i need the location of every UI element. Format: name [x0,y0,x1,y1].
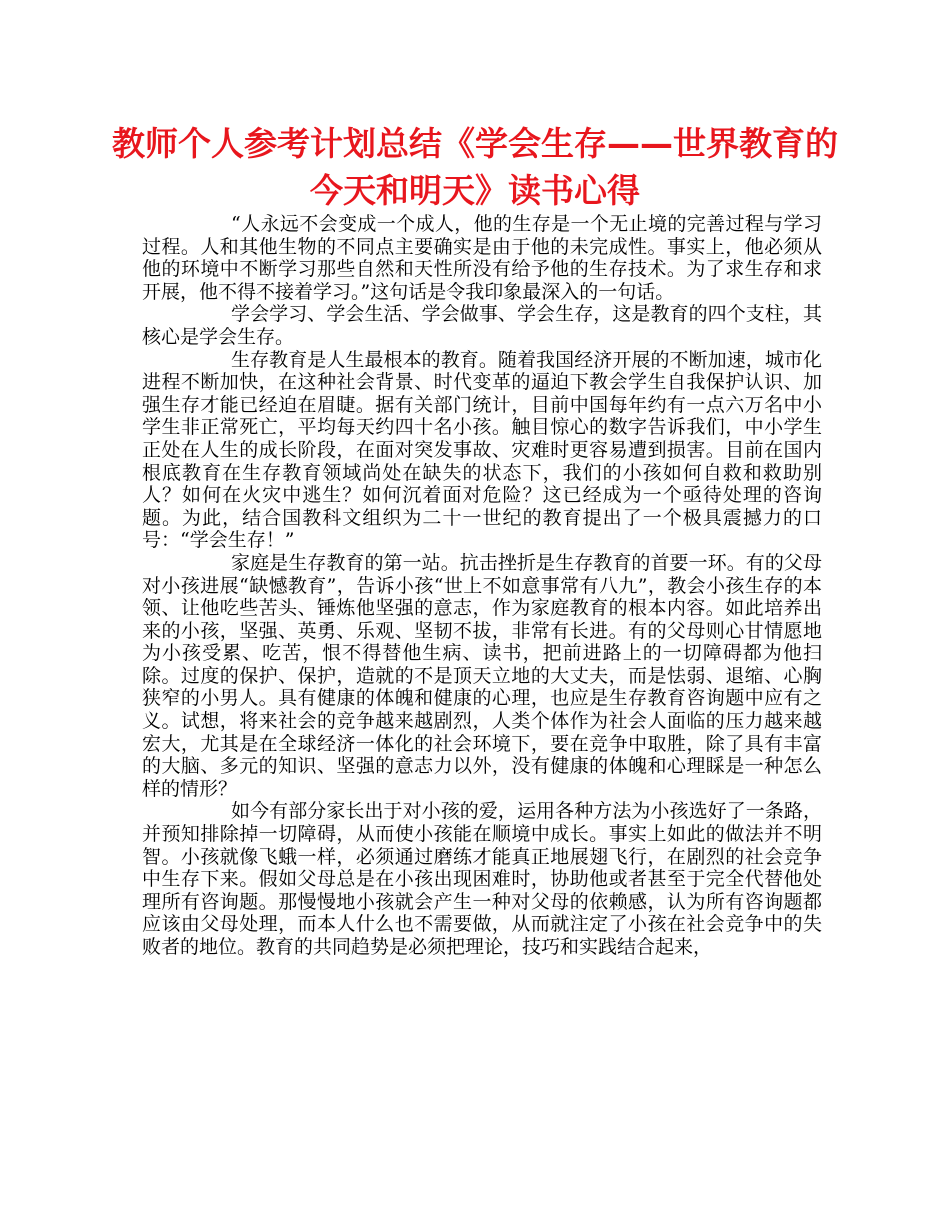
paragraph-4: 家庭是生存教育的第一站。抗击挫折是生存教育的首要一环。有的父母对小孩进展“缺憾教育”，告诉小孩“世上不如意事常有八九”，教会小孩生存的本领、让他吃些苦头、锤炼他坚强的意志，作为家庭教育的根本内容。如此培养出来的小孩，坚强、英勇、乐观、坚韧不拔，非常有长进。有的父母则心甘情愿地为小孩受累、吃苦，恨不得替他生病、读书，把前进路上的一切障碍都为他扫除。过度的保护、保护，造就的不是顶天立地的大丈夫，而是怯弱、退缩、心胸狭窄的小男人。具有健康的体魄和健康的心理，也应是生存教育咨询题中应有之义。试想，将来社会的竞争越来越剧烈，人类个体作为社会人面临的压力越来越宏大，尤其是在全球经济一体化的社会环境下，要在竞争中取胜，除了具有丰富的大脑、多元的知识、坚强的意志力以外，没有健康的体魄和心理睬是一种怎么样的情形？ [142,551,822,800]
paragraph-2: 学会学习、学会生活、学会做事、学会生存，这是教育的四个支柱，其核心是学会生存。 [142,303,822,348]
paragraph-1: “人永远不会变成一个成人，他的生存是一个无止境的完善过程与学习过程。人和其他生物的不同点主要确实是由于他的未完成性。事实上，他必须从他的环境中不断学习那些自然和天性所没有给予他的生存技术。为了求生存和求开展，他不得不接着学习。”这句话是令我印象最深入的一句话。 [142,213,822,303]
paragraph-5: 如今有部分家长出于对小孩的爱，运用各种方法为小孩选好了一条路，并预知排除掉一切障碍，从而使小孩能在顺境中成长。事实上如此的做法并不明智。小孩就像飞蛾一样，必须通过磨练才能真正地展翅飞行，在剧烈的社会竞争中生存下来。假如父母总是在小孩出现困难时，协助他或者甚至于完全代替他处理所有咨询题。那慢慢地小孩就会产生一种对父母的依赖感，认为所有咨询题都应该由父母处理，而本人什么也不需要做，从而就注定了小孩在社会竞争中的失败者的地位。教育的共同趋势是必须把理论，技巧和实践结合起来， [142,800,822,958]
paragraph-3: 生存教育是人生最根本的教育。随着我国经济开展的不断加速，城市化进程不断加快，在这种社会背景、时代变革的逼迫下教会学生自我保护认识、加强生存才能已经迫在眉睫。据有关部门统计，目前中国每年约有一点六万名中小学生非正常死亡，平均每天约四十名小孩。触目惊心的数字告诉我们，中小学生正处在人生的成长阶段，在面对突发事故、灾难时更容易遭到损害。目前在国内根底教育在生存教育领域尚处在缺失的状态下，我们的小孩如何自救和救助别人？如何在火灾中逃生？如何沉着面对危险？这已经成为一个亟待处理的咨询题。为此，结合国教科文组织为二十一世纪的教育提出了一个极具震撼力的口号：“学会生存！” [142,348,822,552]
document-body [142,213,822,959]
document-title: 教师个人参考计划总结《学会生存——世界教育的今天和明天》读书心得 [112,124,838,210]
